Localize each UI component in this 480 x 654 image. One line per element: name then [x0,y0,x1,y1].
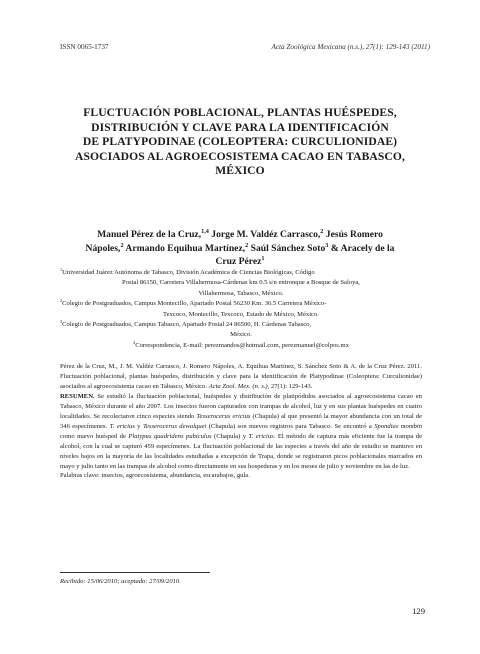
author-name: Saúl Sánchez Soto [248,242,326,254]
abstract-text: (Chapula) y [214,432,247,440]
abstract-block [60,362,422,481]
received-date: Recibido: 15/06/2010; aceptado: 27/09/2010. [60,578,181,585]
keywords-text: insectos, agroecosistema, abundancia, escarabajos, gula. [101,472,250,480]
affiliations [60,268,422,351]
affiliation [60,299,422,320]
author-line [48,255,432,269]
affiliation [60,320,422,341]
author-name: & Aracely de la [328,242,395,254]
author-name: Nápoles, [85,242,121,254]
affiliation-text: Villahermosa, Tabasco, México. [198,289,284,297]
footnote-divider [60,572,210,573]
title-line: MÉXICO [215,164,265,178]
title-line: DISTRIBUCIÓN Y CLAVE PARA LA IDENTIFICACIÓN [91,120,389,134]
title-line: DE PLATYPODINAE (COLEOPTERA: CURCULIONIDAE) [82,135,398,149]
affiliation-text: México. [230,331,252,339]
abstract-text: y [137,422,141,430]
affiliation-mark: 2 [320,227,324,235]
title-line: ASOCIADOS AL AGROECOSISTEMA CACAO EN TABASCO, [74,149,406,163]
abstract [60,392,422,472]
issn: ISSN 0065-1737 [60,43,109,51]
affiliation-text: Postal 86150, Carretera Villahermosa-Cárdenas km 0.5 s/n entronque a Bosque de Saloya, [122,279,360,287]
abstract-text: (Chapula) son nuevos registros para Tabasco. Se encontró a [208,422,372,430]
species-name: Spondias mombin [374,422,423,430]
keywords-label: Palabras clave: [60,472,100,480]
affiliation-mark: 1 [261,254,265,262]
abstract-text: . El método de captura más eficiente fue la trampa de alcohol, con la cual se capturó 459 especímenes. La fluctuación poblacional de las especies a través del año de estudio se mantuvo en niveles bajos en la mayoría de las localidades estudiadas a excepción de Trapa, donde se registraron picos poblacionales marcados en mayo y julio tanto en las trampas de alcohol como directamente en sus hospederas y en los meses de julio y noviembre en las de luz. [60,432,422,470]
affiliation-text: Universidad Juárez Autónoma de Tabasco, División Académica de Ciencias Biológicas, Código [62,269,315,276]
citation [60,362,422,392]
affiliation-text: Texcoco, Montecillo, Texcoco, Estado de México, México. [163,310,319,318]
abstract-text: (Chapula) al que presentó la mayor abundancia con un total de 346 especímenes. [60,412,423,430]
author-line [48,242,432,256]
affiliation-number: 3 [60,318,63,324]
affiliation-text: Colegio de Postgraduados, Campus Tabasco, Apartado Postal 24 86500, H. Cárdenas Tabasco, [62,321,312,329]
affiliation-mark: 2 [120,241,124,249]
author-name: Manuel Pérez de la Cruz, [97,229,202,240]
article-title [40,106,440,179]
affiliation [60,268,422,299]
author-name: Jorge M. Valdéz Carrasco, [208,229,321,240]
keywords [60,471,422,481]
species-name: Tesserocerus ericius [196,412,251,420]
author-name: Jesús Romero [323,229,383,240]
abstract-label: RESUMEN. [60,392,95,400]
affiliation-text: Colegio de Postgraduados, Campus Montecillo, Apartado Postal 56230 Km. 36.5 Carretera México- [62,300,327,308]
page-number: 129 [412,606,425,616]
affiliation-mark: 1,4 [201,227,209,235]
citation-ref: 27(1): 129-143. [270,382,313,390]
author-list [48,228,432,269]
journal-reference: Acta Zoológica Mexicana (n.s.), 27(1): 129-143 (2011) [271,43,430,51]
affiliation-number: 2 [60,298,63,304]
affiliation-mark: 3 [325,241,329,249]
affiliation [60,341,422,351]
author-line [48,228,432,242]
affiliation-text: Correspondencia, E-mail: perezmandos@hotmail.com, perezmanuel@colpos.mx [135,341,349,349]
title-line: FLUCTUACIÓN POBLACIONAL, PLANTAS HUÉSPEDES, [83,106,397,119]
author-name: Armando Equihua Martínez, [123,242,246,254]
citation-journal: Acta Zool. Mex. (n. s.), [208,382,270,390]
citation-text: Pérez de la Cruz, M., J. M. Valdéz Carrasco, J. Romero Nápoles, A. Equihua Martínez, S. Sánchez Soto & A. de la Cruz Pérez. 2011. Fluctuación poblacional, plantas huéspedes, distribución y clave para la identificación de Platypodinae (Coleoptera: Curculionidae) asociados al agroecosistema cacao en Tabasco, México. [60,363,422,390]
species-name: T. ericius [109,422,135,430]
species-name: Tesserocerus dewalquei [142,422,207,430]
affiliation-mark: 2 [245,241,249,249]
abstract-text: como nuevo huésped de [60,432,126,440]
affiliation-number: 4 [133,339,136,345]
affiliation-number: 1 [60,266,63,272]
species-name: T. ericius [248,432,274,440]
species-name: Platypus quadridens pubiculus [128,432,212,440]
abstract-text: Se estudió la fluctuación poblacional, huéspedes y distribución de platipódidos asociados al agroecosistema cacao en Tabasco, México durante el año 2007. Los insectos fueron capturados con trampas de alcohol, luz y en sus plantas huéspedes en cuatro localidades. Se recolectaron cinco especies siendo [60,392,422,420]
author-name: Cruz Pérez [215,256,262,267]
